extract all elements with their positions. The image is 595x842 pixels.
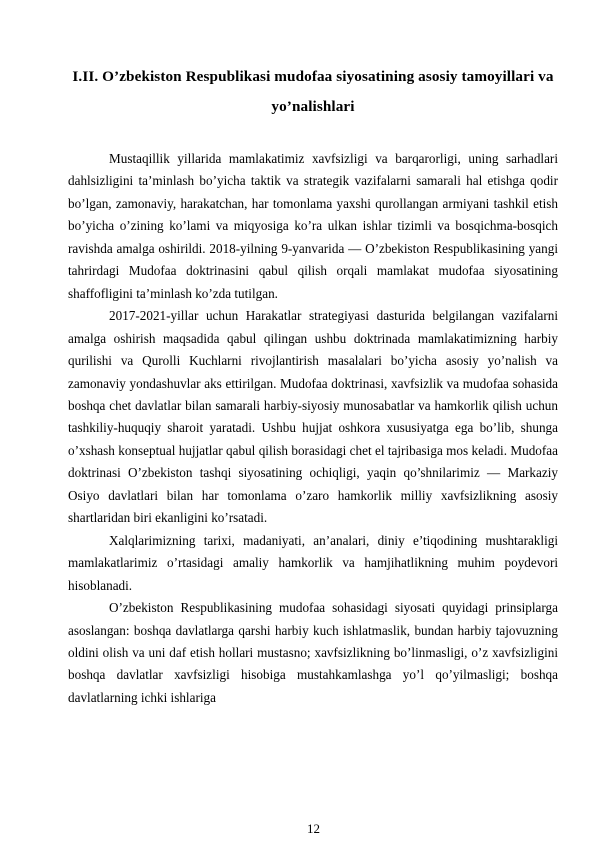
paragraph-action-strategy: 2017-2021-yillar uchun Harakatlar strategiyasi dasturida belgilangan vazifalarni amalga oshirish maqsadida qabul qilingan ushbu doktrinada mamlakatimizning harbiy qurilishi va Qurolli Kuchlarni rivojlantirish masalalari bo’yicha asosiy yo’nalish va zamonaviy yondashuvlar aks ettirilgan. Mudofaa doktrinasi, xavfsizlik va mudofaa sohasida boshqa chet davlatlar bilan samarali harbiy-siyosiy munosabatlar va hamkorlik qilish uchun tashkiliy-huquqiy sharoit yaratadi. Ushbu hujjat oshkora xususiyatga ega bo’lib, shunga o’xshash konseptual hujjatlar qabul qilish borasidagi chet el tajribasiga mos keladi. Mudofaa doktrinasi O’zbekiston tashqi siyosatining ochiqligi, yaqin qo’shnilarimiz — Markaziy Osiyo davlatlari bilan har tomonlama o’zaro hamkorlik milliy xavfsizlikning asosiy shartlaridan biri ekanligini ko’rsatadi. xyxy=(68,308,558,526)
body-text xyxy=(68,148,558,709)
paragraph-independence-years: Mustaqillik yillarida mamlakatimiz xavfsizligi va barqarorligi, uning sarhadlari dahlsizligini ta’minlash bo’yicha taktik va strategik vazifalarni samarali hal etishga qodir bo’lgan, zamonaviy, harakatchan, har tomonlama yaxshi qurollangan armiyani tashkil etish bo’yicha o’zining ko’lami va miqyosiga ko’ra ulkan ishlar tizimli va bosqichma-bosqich ravishda amalga oshirildi. 2018-yilning 9-yanvarida — O’zbekiston Respublikasining yangi tahrirdagi Mudofaa doktrinasini qabul qilish orqali mamlakat mudofaa siyosatining shaffofligini ta’minlash ko’zda tutilgan. xyxy=(68,151,558,301)
page-number: 12 xyxy=(307,821,320,836)
section-heading: I.II. O’zbekiston Respublikasi mudofaa siyosatining asosiy tamoyillari va yo’nalishlari xyxy=(72,68,554,115)
paragraph-defense-principles: O’zbekiston Respublikasining mudofaa sohasidagi siyosati quyidagi prinsiplarga asoslangan: boshqa davlatlarga qarshi harbiy kuch ishlatmaslik, bundan harbiy tajovuzning oldini olish va uni daf etish hollari mustasno; xavfsizlikning bo’linmasligi, o’z xavfsizligini boshqa davlatlar xavfsizligi hisobiga mustahkamlashga yo’l qo’yilmasligi; boshqa davlatlarning ichki ishlariga xyxy=(68,600,558,705)
paragraph-shared-history: Xalqlarimizning tarixi, madaniyati, an’analari, diniy e’tiqodining mushtarakligi mamlakatlarimiz o’rtasidagi amaliy hamkorlik va hamjihatlikning muhim poydevori hisoblanadi. xyxy=(68,532,558,593)
